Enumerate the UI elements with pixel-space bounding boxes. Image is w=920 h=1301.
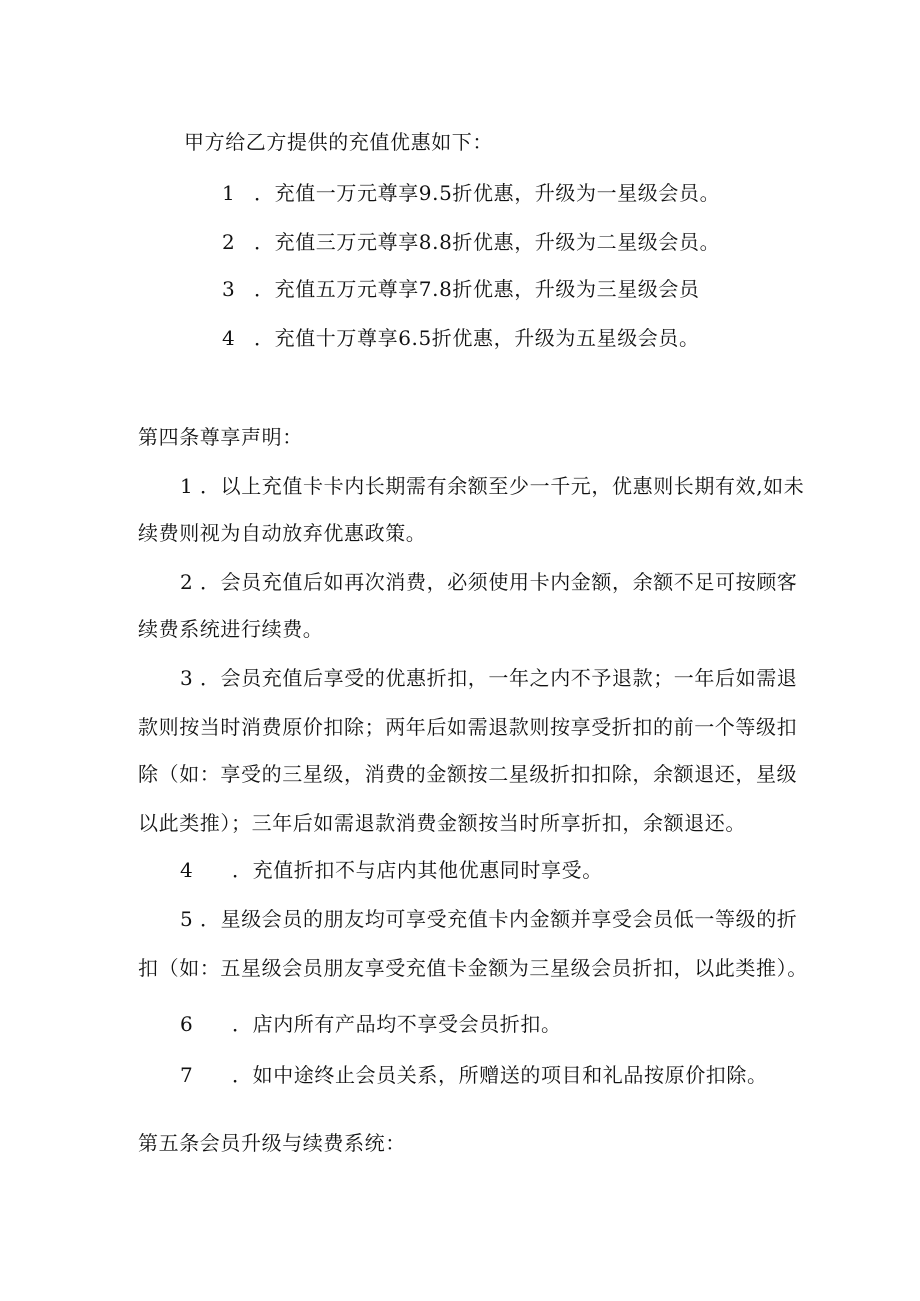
item-number: 2 bbox=[180, 570, 194, 594]
article4-item-1-cont: 续费则视为自动放弃优惠政策。 bbox=[138, 521, 427, 545]
offer-text: ．充值一万元尊享9.5折优惠，升级为一星级会员。 bbox=[254, 181, 721, 205]
article4-item-3-cont-3: 以此类推）；三年后如需退款消费金额按当时所享折扣，余额退还。 bbox=[138, 811, 746, 835]
item-number: 3 bbox=[180, 666, 194, 690]
offer-text: ．充值五万元尊享7.8折优惠，升级为三星级会员 bbox=[254, 277, 700, 301]
article5-heading: 第五条会员升级与续费系统： bbox=[138, 1131, 406, 1155]
item-text: ．充值折扣不与店内其他优惠同时享受。 bbox=[232, 858, 603, 882]
offer-text: ．充值十万尊享6.5折优惠，升级为五星级会员。 bbox=[254, 326, 700, 350]
item-number: 7 bbox=[180, 1063, 194, 1087]
article4-item-2 bbox=[180, 570, 797, 594]
item-number: 1 bbox=[180, 474, 194, 498]
offer-number: 1 bbox=[222, 181, 236, 205]
offer-number: 3 bbox=[222, 277, 236, 301]
offer-text: ．充值三万元尊享8.8折优惠，升级为二星级会员。 bbox=[254, 230, 721, 254]
offer-item-4 bbox=[222, 326, 700, 350]
offer-item-2 bbox=[222, 230, 720, 254]
offer-item-1 bbox=[222, 181, 720, 205]
article4-item-1 bbox=[180, 474, 804, 498]
item-text: ．会员充值后享受的优惠折扣，一年之内不予退款；一年后如需退 bbox=[200, 666, 798, 690]
item-text: ．如中途终止会员关系，所赠送的项目和礼品按原价扣除。 bbox=[232, 1063, 768, 1087]
item-text: ．会员充值后如再次消费，必须使用卡内金额，余额不足可按顾客 bbox=[200, 570, 798, 594]
article4-item-3-cont-1: 款则按当时消费原价扣除；两年后如需退款则按享受折扣的前一个等级扣 bbox=[138, 715, 798, 739]
article4-item-3-cont-2: 除（如：享受的三星级，消费的金额按二星级折扣扣除，余额退还，星级 bbox=[138, 762, 798, 786]
item-text: ．店内所有产品均不享受会员折扣。 bbox=[232, 1012, 562, 1036]
article4-item-5 bbox=[180, 907, 797, 931]
article4-item-5-cont: 扣（如：五星级会员朋友享受充值卡金额为三星级会员折扣，以此类推）。 bbox=[138, 956, 808, 980]
offer-number: 4 bbox=[222, 326, 236, 350]
intro-paragraph: 甲方给乙方提供的充值优惠如下： bbox=[184, 130, 493, 154]
article4-item-7 bbox=[180, 1063, 768, 1087]
item-text: ．星级会员的朋友均可享受充值卡内金额并享受会员低一等级的折 bbox=[200, 907, 798, 931]
item-number: 6 bbox=[180, 1012, 194, 1036]
article4-item-4 bbox=[180, 858, 603, 882]
offer-item-3 bbox=[222, 277, 700, 301]
article4-heading: 第四条尊享声明： bbox=[138, 425, 303, 449]
item-number: 4 bbox=[180, 858, 194, 882]
item-text: ．以上充值卡卡内长期需有余额至少一千元，优惠则长期有效,如未 bbox=[200, 474, 805, 498]
article4-item-2-cont: 续费系统进行续费。 bbox=[138, 617, 324, 641]
article4-item-3 bbox=[180, 666, 797, 690]
item-number: 5 bbox=[180, 907, 194, 931]
offer-number: 2 bbox=[222, 230, 236, 254]
article4-item-6 bbox=[180, 1012, 562, 1036]
